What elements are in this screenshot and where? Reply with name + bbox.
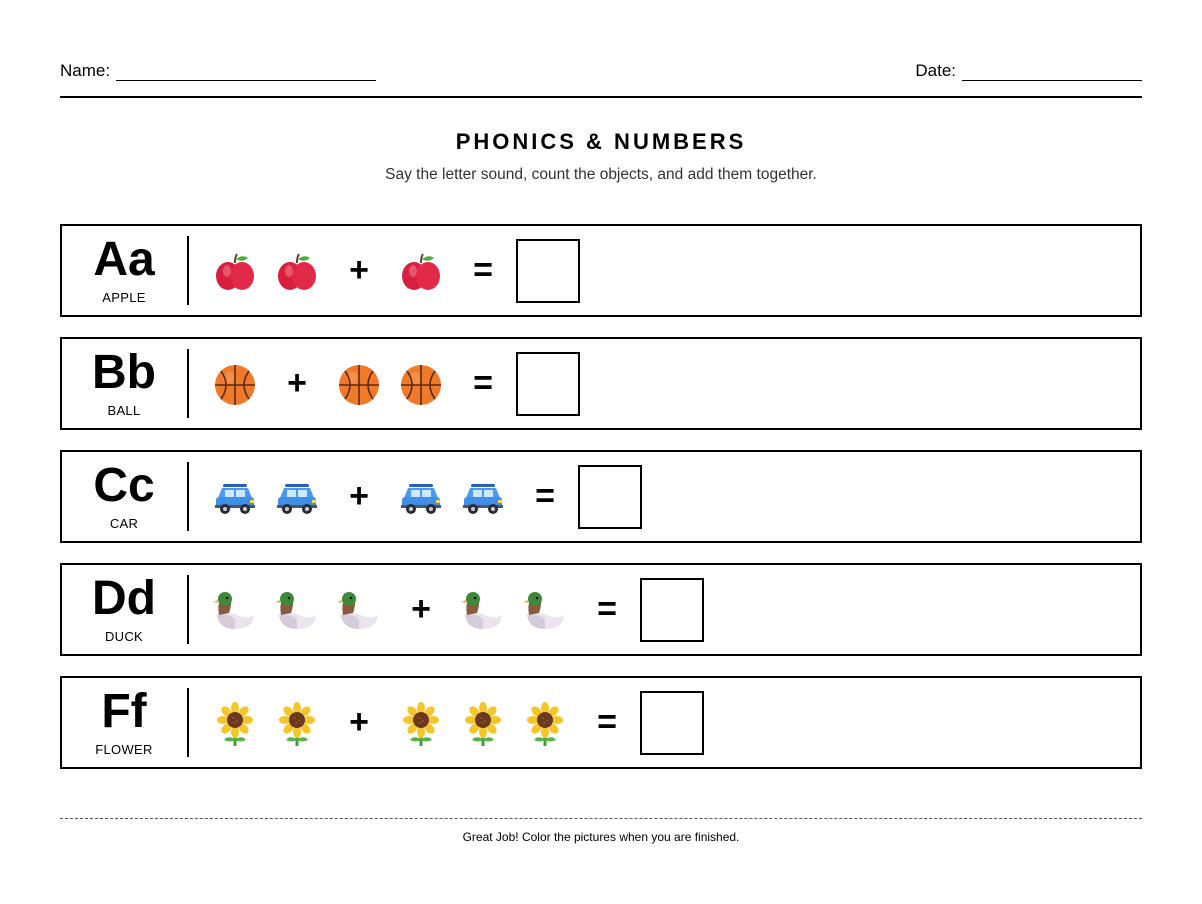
equals-sign: = [473,364,493,402]
problem-row-ball [60,337,1142,430]
equals-sign: = [597,703,617,741]
letter-word: CAR [109,516,139,531]
apple-icon [399,250,443,294]
problem-row-duck [60,563,1142,656]
letter-pair: Cc [93,459,155,512]
answer-box[interactable] [640,691,704,755]
row-divider [187,349,189,418]
problem-row-car [60,450,1142,543]
plus-sign: + [287,364,307,402]
letter-pair: Aa [93,233,155,286]
car-icon [461,476,505,520]
date-field[interactable] [915,61,1142,81]
name-label: Name: [60,61,111,80]
letter-cell [62,452,186,541]
worksheet-instructions: Say the letter sound, count the objects, and add them together. [385,166,817,183]
row-divider [187,236,189,305]
letter-cell [62,339,186,428]
row-divider [187,462,189,531]
name-blank-line[interactable] [116,66,376,81]
duck-icon [337,589,381,633]
letter-cell [62,226,186,315]
row-divider [187,575,189,644]
letter-cell [62,678,186,767]
equals-sign: = [535,477,555,515]
plus-sign: + [411,590,431,628]
header [60,58,1142,98]
sunflower-icon [213,702,257,746]
letter-word: APPLE [102,290,146,305]
apple-icon [275,250,319,294]
worksheet-title: PHONICS & NUMBERS [455,129,747,154]
date-blank-line[interactable] [962,66,1142,81]
plus-sign: + [349,251,369,289]
footer-divider [60,818,1142,819]
apple-icon [213,250,257,294]
basketball-icon [337,363,381,407]
basketball-icon [213,363,257,407]
car-icon [213,476,257,520]
answer-box[interactable] [516,352,580,416]
letter-cell [62,565,186,654]
car-icon [275,476,319,520]
letter-pair: Ff [101,685,147,738]
duck-icon [275,589,319,633]
footer-message: Great Job! Color the pictures when you are finished. [462,830,740,844]
date-label: Date: [915,61,956,80]
sunflower-icon [399,702,443,746]
equals-sign: = [597,590,617,628]
sunflower-icon [461,702,505,746]
letter-word: FLOWER [95,742,153,757]
plus-sign: + [349,703,369,741]
duck-icon [523,589,567,633]
letter-pair: Bb [92,346,156,399]
duck-icon [213,589,257,633]
letter-pair: Dd [92,572,156,625]
answer-box[interactable] [640,578,704,642]
name-field[interactable] [60,61,376,81]
basketball-icon [399,363,443,407]
sunflower-icon [275,702,319,746]
duck-icon [461,589,505,633]
answer-box[interactable] [578,465,642,529]
plus-sign: + [349,477,369,515]
problem-row-flower [60,676,1142,769]
problem-row-apple [60,224,1142,317]
equals-sign: = [473,251,493,289]
car-icon [399,476,443,520]
answer-box[interactable] [516,239,580,303]
row-divider [187,688,189,757]
letter-word: DUCK [104,629,144,644]
letter-word: BALL [107,403,141,418]
sunflower-icon [523,702,567,746]
